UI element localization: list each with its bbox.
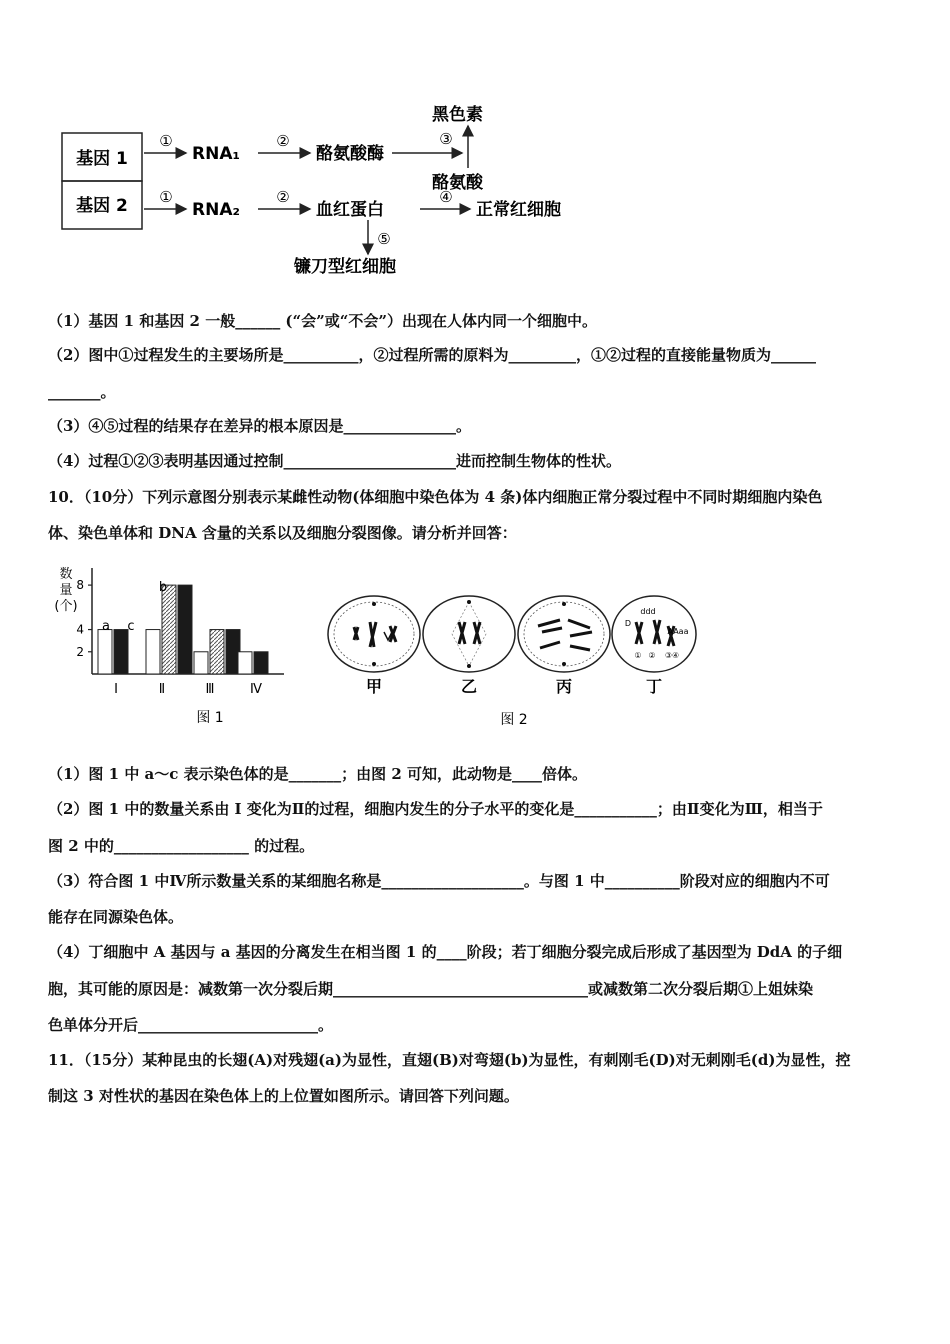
step1-label-row2: ①	[159, 188, 173, 206]
bar-b-2	[162, 585, 176, 674]
cell-bing-label: 丙	[555, 677, 573, 696]
series-label-c: c	[127, 619, 135, 634]
bar-a-1	[98, 630, 112, 674]
figure1-ylabel	[54, 566, 77, 614]
tyrosine-label: 酪氨酸	[432, 173, 483, 193]
step5-label: ⑤	[377, 230, 391, 248]
cell-ding-label: 丁	[645, 677, 663, 696]
normal-rbc-label: 正常红细胞	[476, 200, 561, 220]
q10-part4-b: 胞，其可能的原因是：减数第一次分裂后期__________________________________或减数第二次分裂后期①上姐妹染	[48, 980, 814, 998]
rna1-label: RNA₁	[192, 144, 240, 164]
bar-c-2	[178, 585, 192, 674]
ding-gene-right: AAaa	[667, 627, 689, 636]
step2-label-row2: ②	[276, 188, 290, 206]
x-category-label: Ⅲ	[205, 682, 215, 697]
bar-c-4	[254, 652, 268, 674]
q10-part3-a: （3）符合图 1 中Ⅳ所示数量关系的某细胞名称是___________________。与图 1 中__________阶段对应的细胞内不可	[48, 872, 830, 890]
ding-number-2: ②	[648, 651, 656, 660]
ylabel-char-2: 量	[59, 583, 73, 598]
x-category-label: Ⅳ	[250, 682, 262, 697]
rna2-label: RNA₂	[192, 200, 240, 220]
bar-a-4	[238, 652, 252, 674]
ding-gene-left: D	[624, 619, 632, 628]
gene2-label: 基因 2	[76, 196, 128, 216]
q9-part1: （1）基因 1 和基因 2 一般______ (“会”或“不会”）出现在人体内同一个细胞中。	[48, 312, 598, 330]
q10-part4-c: 色单体分开后________________________。	[48, 1016, 334, 1034]
bar-c-1	[114, 630, 128, 674]
cell-jia	[328, 596, 420, 672]
y-tick-label: 8	[76, 578, 84, 593]
figure1-bar-chart	[50, 560, 300, 732]
q10-intro-b: 体、染色单体和 DNA 含量的关系以及细胞分裂图像。请分析并回答：	[48, 524, 517, 542]
bar-a-2	[146, 630, 160, 674]
figure2-caption: 图 2	[500, 712, 528, 728]
cell-yi-label: 乙	[460, 677, 478, 696]
hemoglobin-label: 血红蛋白	[316, 200, 384, 220]
q10-part3-b: 能存在同源染色体。	[48, 908, 184, 926]
q11-intro-b: 制这 3 对性状的基因在染色体上的上位置如图所示。请回答下列问题。	[48, 1087, 519, 1105]
ding-number-34: ③④	[664, 651, 680, 660]
cell-bing	[518, 596, 610, 672]
sickle-rbc-label: 镰刀型红细胞	[294, 257, 396, 277]
step1-label-row1: ①	[159, 132, 173, 150]
x-category-label: Ⅱ	[158, 682, 166, 697]
gene-expression-diagram	[58, 98, 618, 278]
q11-intro-a: 11．（15分）某种昆虫的长翅(A)对残翅(a)为显性，直翅(B)对弯翅(b)为显性，有刺刚毛(D)对无刺刚毛(d)为显性，控	[48, 1051, 851, 1069]
y-tick-label: 4	[76, 622, 84, 637]
q10-part2-a: （2）图 1 中的数量关系由 I 变化为Ⅱ的过程，细胞内发生的分子水平的变化是___________；由Ⅱ变化为Ⅲ，相当于	[48, 800, 823, 818]
cell-jia-label: 甲	[365, 677, 383, 696]
x-category-label: I	[114, 682, 118, 697]
ding-number-1: ①	[634, 651, 642, 660]
bar-a-3	[194, 652, 208, 674]
figure2-cell-images	[324, 592, 704, 732]
gene1-label: 基因 1	[76, 149, 128, 169]
step2-label-row1: ②	[276, 132, 290, 150]
q10-intro-a: 10．（10分）下列示意图分别表示某雌性动物(体细胞中染色体为 4 条)体内细胞正常分裂过程中不同时期细胞内染色	[48, 488, 823, 506]
q9-part3: （3）④⑤过程的结果存在差异的根本原因是_______________。	[48, 417, 471, 435]
q10-part1: （1）图 1 中 a～c 表示染色体的是_______；由图 2 可知，此动物是____倍体。	[48, 765, 587, 783]
melanin-label: 黑色素	[432, 105, 483, 125]
figure1-caption: 图 1	[196, 710, 224, 726]
cell-ding	[612, 596, 696, 672]
tyrosinase-label: 酪氨酸酶	[316, 144, 384, 164]
bar-b-3	[210, 630, 224, 674]
q10-part4-a: （4）丁细胞中 A 基因与 a 基因的分离发生在相当图 1 的____阶段；若丁细胞分裂完成后形成了基因型为 DdA 的子细	[48, 943, 843, 961]
series-label-a: a	[102, 619, 110, 634]
q9-part2-a: （2）图中①过程发生的主要场所是__________，②过程所需的原料为_________，①②过程的直接能量物质为______	[48, 346, 816, 364]
cell-yi	[423, 596, 515, 672]
ding-gene-top: ddd	[640, 607, 656, 616]
step4-label: ④	[439, 188, 453, 206]
y-tick-label: 2	[76, 644, 84, 659]
ylabel-char-1: 数	[59, 567, 73, 582]
q9-part2-b: _______。	[48, 383, 116, 401]
step3-label: ③	[439, 130, 453, 148]
series-label-b: b	[158, 580, 168, 595]
q10-part2-b: 图 2 中的__________________ 的过程。	[48, 837, 315, 855]
q9-part4: （4）过程①②③表明基因通过控制_______________________进而控制生物体的性状。	[48, 452, 621, 470]
ylabel-char-3: (个)	[54, 599, 78, 614]
